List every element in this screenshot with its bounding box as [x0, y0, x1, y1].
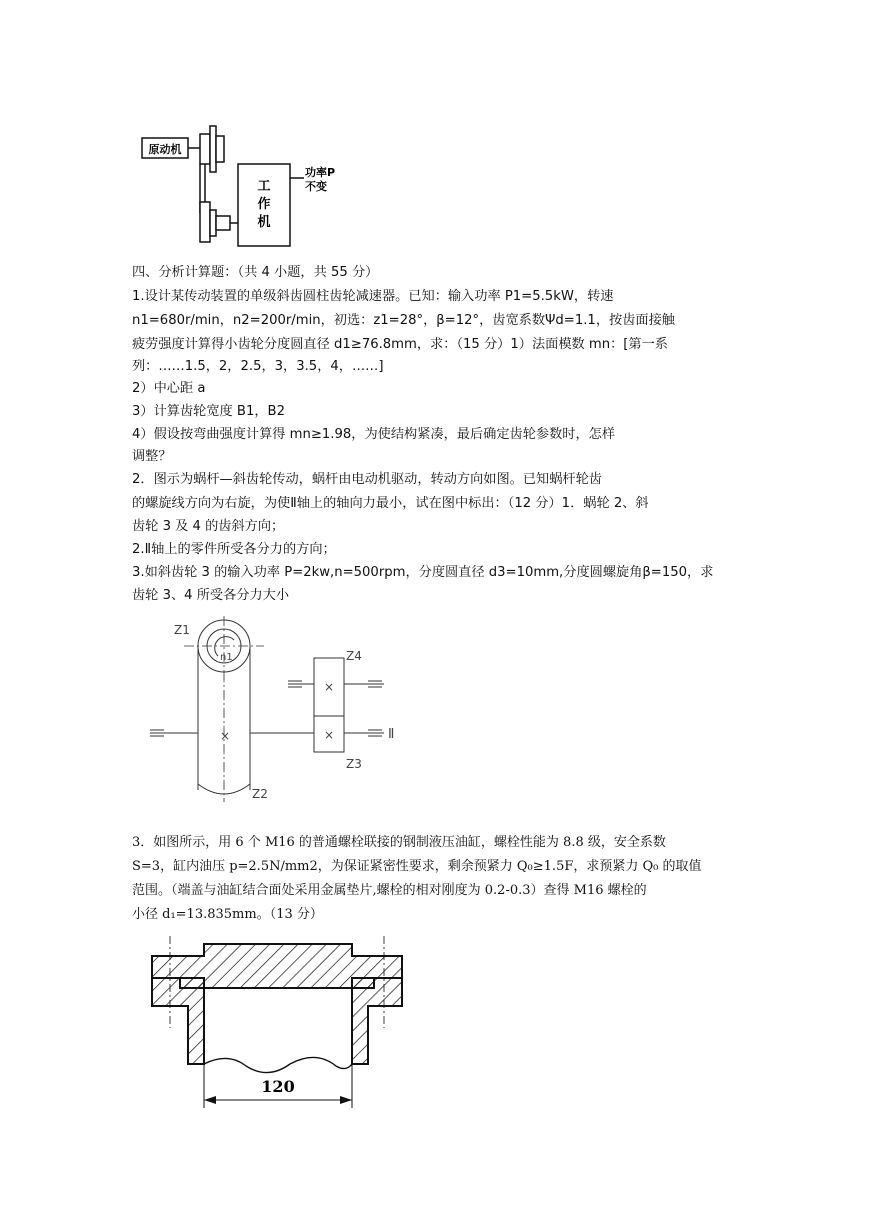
- svg-text:×: ×: [324, 680, 335, 694]
- problem1-line-3: 疲劳强度计算得小齿轮分度圆直径 d1≥76.8mm，求：（15 分）1）法面模数 mn：[第一系: [132, 337, 668, 352]
- problem1-line-8: 调整？: [132, 449, 172, 464]
- work-machine-char-1: 工: [257, 179, 271, 194]
- svg-text:×: ×: [220, 729, 231, 743]
- work-machine-char-3: 机: [257, 215, 271, 230]
- label-z4: Z4: [346, 649, 362, 663]
- label-z1: Z1: [174, 623, 190, 637]
- label-z3: Z3: [346, 757, 362, 771]
- problem1-line-4: 列：……1.5，2，2.5，3，3.5，4，……]: [132, 359, 384, 374]
- problem2-line-2: 的螺旋线方向为右旋，为使Ⅱ轴上的轴向力最小，试在图中标出：（12 分）1．蜗轮 2、斜: [132, 496, 649, 511]
- cylinder-section-figure: [140, 932, 420, 1110]
- problem2-line-3: 齿轮 3 及 4 的齿斜方向；: [132, 519, 285, 534]
- problem1-line-2: n1=680r/min，n2=200r/min，初选：z1=28°，β=12°，齿宽系数Ψd=1.1，按齿面接触: [132, 313, 675, 328]
- worm-gear-figure: [140, 612, 420, 812]
- power-note-line1: 功率P: [305, 166, 336, 179]
- label-shaft-2: Ⅱ: [388, 727, 395, 742]
- problem2-line-1: 2．图示为蜗杆—斜齿轮传动，蜗杆由电动机驱动，转动方向如图。已知蜗杆轮齿: [132, 472, 602, 487]
- prime-mover-label: 原动机: [148, 143, 182, 156]
- problem2-line-5: 3.如斜齿轮 3 的输入功率 P=2kw,n=500rpm，分度圆直径 d3=10mm,分度圆螺旋角β=150，求: [132, 565, 714, 580]
- problem1-line-6: 3）计算齿轮宽度 B1，B2: [132, 404, 285, 419]
- dimension-label: 120: [261, 1077, 295, 1096]
- problem1-line-5: 2）中心距 a: [132, 381, 206, 396]
- problem2-line-4: 2.Ⅱ轴上的零件所受各分力的方向；: [132, 542, 336, 557]
- problem3-line-2: S=3，缸内油压 p=2.5N/mm2，为保证紧密性要求，剩余预紧力 Q₀≥1.5F，求预紧力 Q₀ 的取值: [132, 859, 702, 874]
- power-note-line2: 不变: [305, 180, 327, 193]
- problem3-line-1: 3．如图所示，用 6 个 M16 的普通螺栓联接的钢制液压油缸，螺栓性能为 8.8 级，安全系数: [132, 835, 666, 850]
- problem3-line-3: 范围。（端盖与油缸结合面处采用金属垫片,螺栓的相对刚度为 0.2-0.3）查得 M16 螺栓的: [132, 883, 647, 898]
- cylinder-wall-left: [152, 978, 204, 1064]
- upper-pulley: [200, 134, 210, 164]
- cylinder-wall-right: [352, 978, 402, 1064]
- lower-pulley: [200, 202, 210, 242]
- work-machine-char-2: 作: [257, 197, 271, 212]
- label-z2: Z2: [252, 787, 268, 801]
- problem2-line-6: 齿轮 3、4 所受各分力大小: [132, 588, 290, 603]
- svg-text:×: ×: [324, 728, 335, 742]
- problem1-line-7: 4）假设按弯曲强度计算得 mn≥1.98，为使结构紧凑，最后确定齿轮参数时，怎样: [132, 427, 616, 442]
- belt-drive-figure: [130, 118, 336, 253]
- problem1-line-1: 1.设计某传动装置的单级斜齿圆柱齿轮减速器。已知：输入功率 P1=5.5kW，转速: [132, 289, 614, 304]
- section-heading: 四、分析计算题：（共 4 小题，共 55 分）: [132, 265, 379, 280]
- problem3-line-4: 小径 d₁=13.835mm。（13 分）: [132, 907, 323, 922]
- label-n1: n1: [220, 652, 233, 663]
